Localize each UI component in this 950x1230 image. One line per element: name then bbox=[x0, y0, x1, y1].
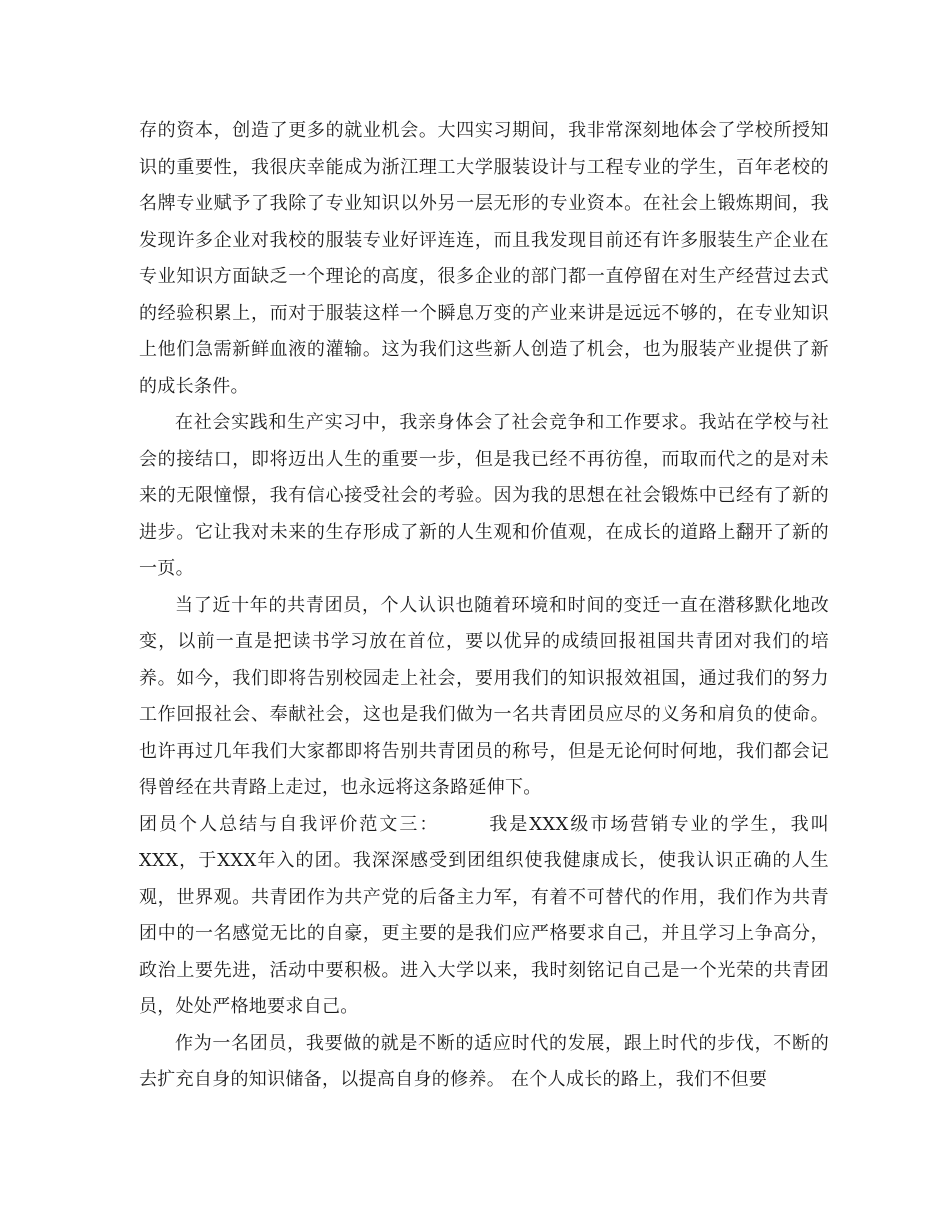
paragraph-closing: 作为一名团员，我要做的就是不断的适应时代的发展，跟上时代的步伐，不断的去扩充自身的知识储备，以提高自身的修养。 在个人成长的路上，我们不但要 bbox=[139, 1032, 829, 1090]
section-three bbox=[139, 807, 829, 1026]
document-body bbox=[139, 113, 829, 1099]
paragraph-league-member: 当了近十年的共青团员，个人认识也随着环境和时间的变迁一直在潜移默化地改变，以前一直是把读书学习放在首位，要以优异的成绩回报祖国共青团对我们的培养。如今，我们即将告别校园走上社会，要用我们的知识报效祖国，通过我们的努力工作回报社会、奉献社会，这也是我们做为一名共青团员应尽的义务和肩负的使命。也许再过几年我们大家都即将告别共青团员的称号，但是无论何时何地，我们都会记得曾经在共青路上走过，也永远将这条路延伸下。 bbox=[139, 594, 829, 798]
paragraph-social-practice: 在社会实践和生产实习中，我亲身体会了社会竞争和工作要求。我站在学校与社会的接结口，即将迈出人生的重要一步，但是我已经不再彷徨，而取而代之的是对未来的无限憧憬，我有信心接受社会的考验。因为我的思想在社会锻炼中已经有了新的进步。它让我对未来的生存形成了新的人生观和价值观，在成长的道路上翻开了新的一页。 bbox=[139, 412, 829, 579]
paragraph-continued: 存的资本，创造了更多的就业机会。大四实习期间，我非常深刻地体会了学校所授知识的重要性，我很庆幸能成为浙江理工大学服装设计与工程专业的学生，百年老校的名牌专业赋予了我除了专业知识以外另一层无形的专业资本。在社会上锻炼期间，我发现许多企业对我校的服装专业好评连连，而且我发现目前还有许多服装生产企业在专业知识方面缺乏一个理论的高度，很多企业的部门都一直停留在对生产经营过去式的经验积累上，而对于服装这样一个瞬息万变的产业来讲是远远不够的，在专业知识上他们急需新鲜血液的灌输。这为我们这些新人创造了机会，也为服装产业提供了新的成长条件。 bbox=[139, 120, 829, 397]
section-heading: 团员个人总结与自我评价范文三： bbox=[139, 813, 440, 835]
section-body: 我是XXX级市场营销专业的学生，我叫XXX，于XXX年入的团。我深深感受到团组织使我健康成长，使我认识正确的人生观，世界观。共青团作为共产党的后备主力军，有着不可替代的作用，我们作为共青团中的一名感觉无比的自豪，更主要的是我们应严格要求自己，并且学习上争高分，政治上要先进，活动中要积极。进入大学以来，我时刻铭记自己是一个光荣的共青团员，处处严格地要求自己。 bbox=[139, 813, 830, 1017]
